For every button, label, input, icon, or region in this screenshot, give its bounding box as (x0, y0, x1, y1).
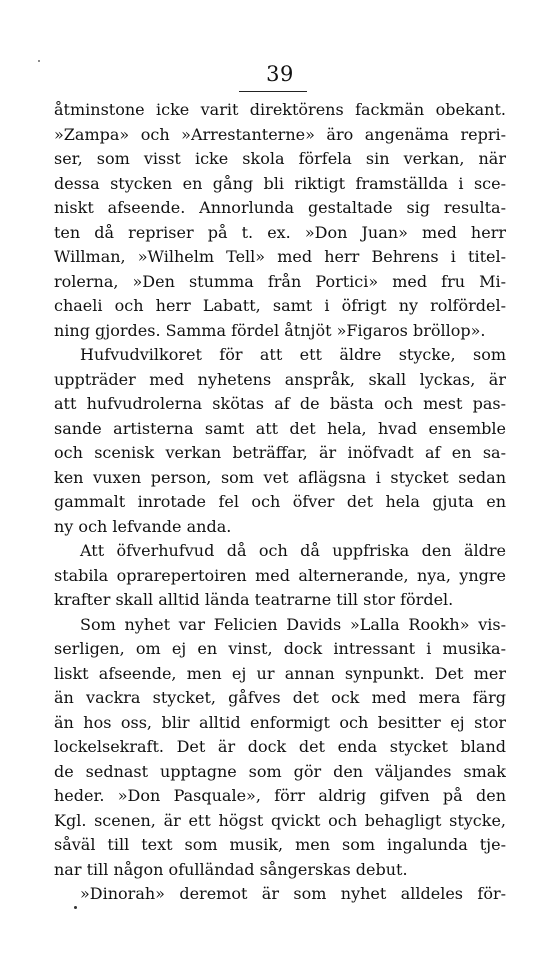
text-line: att hufvudrolerna skötas af de bästa och mest pas- (54, 394, 506, 413)
text-line: än hos oss, blir alltid enformigt och besitter ej stor (54, 712, 506, 732)
text-line: ken vuxen person, som vet aflägsna i stycket sedan (54, 467, 506, 487)
text-line: liskt afseende, men ej ur annan synpunkt. Det mer (54, 663, 506, 683)
text-line: åtminstone icke varit direktörens fackmän obekant. (54, 100, 506, 119)
text-line: sande artisterna samt att det hela, hvad ensemble (54, 418, 506, 438)
paragraph-first-line: Att öfverhufvud då och då uppfriska den äldre (80, 541, 506, 560)
text-line: de sednast upptagne som gör den väljandes smak (54, 761, 506, 781)
text-line: »Zampa» och »Arrestanterne» äro angenäma repri- (54, 124, 506, 144)
text-line: serligen, om ej en vinst, dock intressant i musika- (54, 639, 506, 658)
text-line: gammalt inrotade fel och öfver det hela gjuta en (54, 492, 506, 511)
text-line: ten då repriser på t. ex. »Don Juan» med herr (54, 222, 506, 242)
text-line: Willman, »Wilhelm Tell» med herr Behrens i titel- (54, 247, 506, 266)
text-line: heder. »Don Pasquale», förr aldrig gifven på den (54, 786, 506, 805)
text-line: ny och lefvande anda. (54, 516, 232, 536)
text-line: ser, som visst icke skola förfela sin verkan, när (54, 149, 506, 168)
text-line: och scenisk verkan beträffar, är inöfvadt af en sa- (54, 443, 506, 462)
text-line: uppträder med nyhetens anspråk, skall lyckas, är (54, 369, 506, 389)
body-text (54, 98, 506, 907)
text-line: lockelsekraft. Det är dock det enda stycket bland (54, 737, 506, 756)
paragraph-first-line: »Dinorah» deremot är som nyhet alldeles för- (80, 884, 506, 903)
page-number: 39 (266, 62, 294, 86)
page-number-rule (239, 91, 307, 92)
text-line: såväl till text som musik, men som ingalunda tje- (54, 835, 506, 854)
paragraph-first-line: Som nyhet var Felicien Davids »Lalla Rookh» vis- (80, 614, 506, 634)
text-line: stabila oprarepertoiren med alternerande, nya, yngre (54, 565, 506, 585)
text-line: krafter skall alltid lända teatrarne till stor fördel. (54, 590, 454, 609)
print-speck (74, 906, 77, 909)
text-line: chaeli och herr Labatt, samt i öfrigt ny rolfördel- (54, 296, 506, 315)
text-line: Kgl. scenen, är ett högst qvickt och behagligt stycke, (54, 810, 506, 830)
text-line: rolerna, »Den stumma från Portici» med fru Mi- (54, 271, 506, 291)
text-line: ning gjordes. Samma fördel åtnjöt »Figaros bröllop». (54, 320, 486, 340)
text-line: än vackra stycket, gåfves det ock med mera färg (54, 688, 506, 707)
text-line: nar till någon ofulländad sångerskas debut. (54, 859, 408, 879)
text-line: dessa stycken en gång bli riktigt framställda i sce- (54, 173, 506, 193)
paragraph-first-line: Hufvudvilkoret för att ett äldre stycke, som (80, 345, 506, 364)
text-line: niskt afseende. Annorlunda gestaltade sig resulta- (54, 198, 506, 217)
